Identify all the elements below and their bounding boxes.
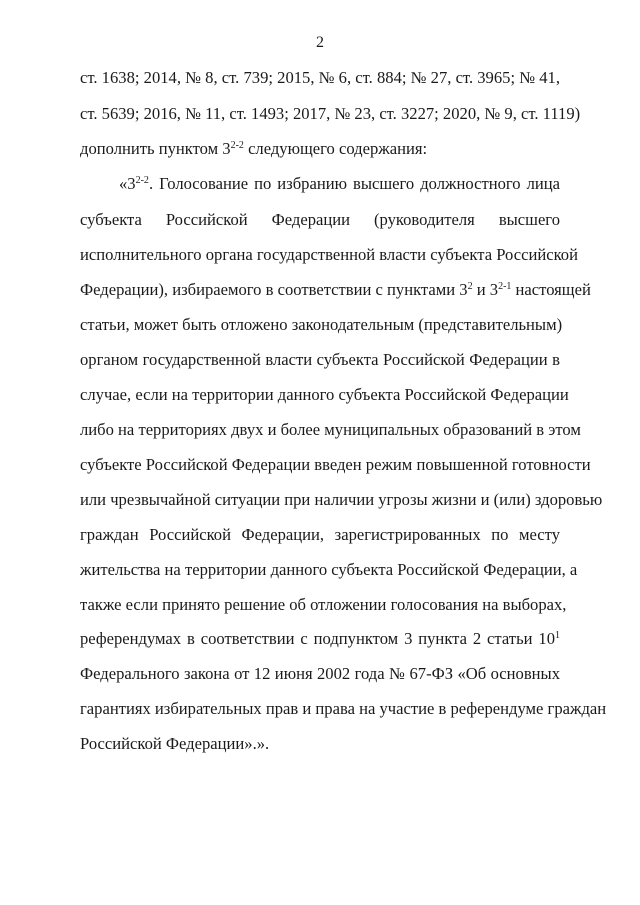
text-line-17 bbox=[80, 629, 560, 649]
text-line-12 bbox=[80, 455, 591, 475]
superscript: 2-1 bbox=[498, 281, 512, 292]
text-line-5 bbox=[80, 210, 560, 230]
text: случае, если на территории данного субъекта Российской Федерации bbox=[80, 385, 569, 404]
page-number: 2 bbox=[316, 34, 324, 51]
text: субъекта Российской Федерации (руководителя высшего bbox=[80, 210, 560, 229]
text: органом государственной власти субъекта Российской Федерации в bbox=[80, 350, 560, 369]
text: исполнительного органа государственной власти субъекта Российской bbox=[80, 245, 578, 264]
text-line-2 bbox=[80, 104, 581, 124]
text: граждан Российской Федерации, зарегистрированных по месту bbox=[80, 525, 560, 544]
text-line-18 bbox=[80, 664, 560, 684]
text: ст. 1638; 2014, № 8, ст. 739; 2015, № 6, ст. 884; № 27, ст. 3965; № 41, bbox=[80, 68, 560, 87]
text: или чрезвычайной ситуации при наличии угрозы жизни и (или) здоровью bbox=[80, 490, 603, 509]
text-line-9 bbox=[80, 350, 560, 370]
text: референдумах в соответствии с подпунктом 3 пункта 2 статьи 10 bbox=[80, 629, 555, 648]
text-line-16 bbox=[80, 595, 567, 615]
text-line-6 bbox=[80, 245, 578, 265]
text-line-1 bbox=[80, 68, 560, 88]
text: следующего содержания: bbox=[243, 139, 428, 158]
text-line-11 bbox=[80, 420, 581, 440]
text: настоящей bbox=[511, 280, 591, 299]
text: субъекте Российской Федерации введен режим повышенной готовности bbox=[80, 455, 591, 474]
text: статьи, может быть отложено законодательным (представительным) bbox=[80, 315, 563, 334]
superscript: 1 bbox=[555, 630, 560, 641]
text-line-7 bbox=[80, 280, 591, 300]
text-line-13 bbox=[80, 490, 603, 510]
text: дополнить пунктом 3 bbox=[80, 139, 231, 158]
text-line-3 bbox=[80, 139, 560, 159]
text-line-15 bbox=[80, 560, 578, 580]
text-line-10 bbox=[80, 385, 569, 405]
text: гарантиях избирательных прав и права на участие в референдуме граждан bbox=[80, 699, 607, 718]
text: Федерации), избираемого в соответствии с пунктами 3 bbox=[80, 280, 468, 299]
text: Российской Федерации».». bbox=[80, 734, 270, 753]
text: Федерального закона от 12 июня 2002 года № 67-ФЗ «Об основных bbox=[80, 664, 560, 683]
text: либо на территориях двух и более муниципальных образований в этом bbox=[80, 420, 581, 439]
text: «3 bbox=[119, 174, 136, 193]
text-line-14 bbox=[80, 525, 560, 545]
superscript: 2-2 bbox=[135, 175, 149, 186]
superscript: 2 bbox=[467, 281, 473, 292]
text-line-8 bbox=[80, 315, 563, 335]
text: также если принято решение об отложении голосования на выборах, bbox=[80, 595, 567, 614]
text: и 3 bbox=[472, 280, 499, 299]
text-line-19 bbox=[80, 699, 607, 719]
text: жительства на территории данного субъекта Российской Федерации, а bbox=[80, 560, 578, 579]
text: . Голосование по избранию высшего должностного лица bbox=[148, 174, 560, 193]
text: ст. 5639; 2016, № 11, ст. 1493; 2017, № 23, ст. 3227; 2020, № 9, ст. 1119) bbox=[80, 104, 581, 123]
superscript: 2-2 bbox=[230, 140, 244, 151]
paragraph-start-line bbox=[119, 174, 560, 194]
text-line-20 bbox=[80, 734, 560, 754]
